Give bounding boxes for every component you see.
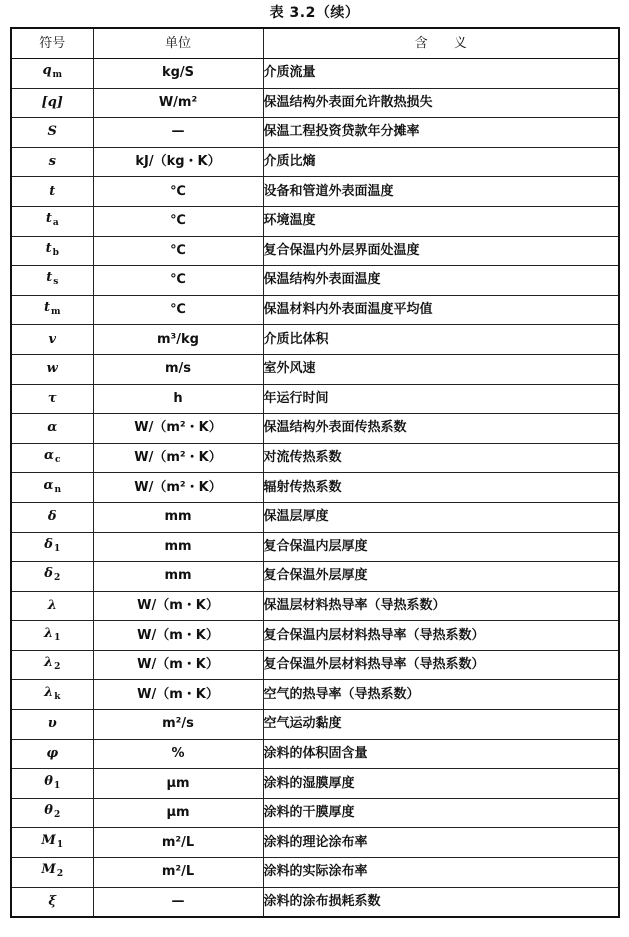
- table-header: [11, 28, 619, 59]
- symbol-cell: [11, 710, 93, 740]
- meaning-cell: 涂料的湿膜厚度: [263, 769, 619, 799]
- unit-cell: μm: [93, 769, 263, 799]
- symbol-main: S: [47, 124, 57, 140]
- meaning-cell: 室外风速: [263, 354, 619, 384]
- symbol-cell: [11, 147, 93, 177]
- unit-cell: W/（m・K）: [93, 650, 263, 680]
- symbol-main: α: [44, 448, 55, 464]
- symbol-subscript: a: [52, 218, 59, 229]
- symbol-cell: [11, 118, 93, 148]
- symbol-main: θ: [44, 773, 53, 789]
- table-row: [11, 325, 619, 355]
- symbol-main: w: [46, 361, 58, 377]
- meaning-cell: 保温材料内外表面温度平均值: [263, 295, 619, 325]
- table-row: [11, 710, 619, 740]
- table-row: [11, 354, 619, 384]
- table-row: [11, 266, 619, 296]
- unit-cell: W/（m²・K）: [93, 443, 263, 473]
- symbol-cell: [11, 59, 93, 89]
- symbol-cell: [11, 591, 93, 621]
- symbol-cell: [11, 443, 93, 473]
- symbol-cell: [11, 828, 93, 858]
- meaning-cell: 复合保温内外层界面处温度: [263, 236, 619, 266]
- symbol-subscript: 1: [56, 839, 64, 850]
- symbol-cell: [11, 562, 93, 592]
- meaning-cell: 保温层材料热导率（导热系数）: [263, 591, 619, 621]
- table-row: [11, 739, 619, 769]
- table-row: [11, 680, 619, 710]
- symbol-main: λ: [47, 597, 57, 613]
- table-row: [11, 858, 619, 888]
- symbol-main: τ: [47, 390, 57, 406]
- table-row: [11, 828, 619, 858]
- table-row: [11, 650, 619, 680]
- unit-cell: W/m²: [93, 88, 263, 118]
- symbol-main: t: [46, 270, 53, 286]
- table-row: [11, 88, 619, 118]
- table-row: [11, 384, 619, 414]
- table-body: [11, 59, 619, 918]
- table-row: [11, 532, 619, 562]
- table-row: [11, 414, 619, 444]
- unit-cell: m/s: [93, 354, 263, 384]
- meaning-cell: 空气的热导率（导热系数）: [263, 680, 619, 710]
- table-title: 表 3.2（续）: [269, 5, 360, 21]
- unit-cell: kg/S: [93, 59, 263, 89]
- meaning-cell: 环境温度: [263, 206, 619, 236]
- unit-cell: W/（m・K）: [93, 680, 263, 710]
- unit-cell: m²/L: [93, 858, 263, 888]
- meaning-cell: 涂料的体积固含量: [263, 739, 619, 769]
- table-row: [11, 502, 619, 532]
- meaning-cell: 复合保温内层厚度: [263, 532, 619, 562]
- table-row: [11, 177, 619, 207]
- symbol-cell: [11, 177, 93, 207]
- symbol-subscript: 1: [53, 780, 61, 791]
- symbols-table: [10, 27, 620, 918]
- symbol-cell: [11, 532, 93, 562]
- unit-cell: %: [93, 739, 263, 769]
- unit-cell: W/（m・K）: [93, 621, 263, 651]
- symbol-subscript: n: [54, 484, 62, 495]
- table-row: [11, 473, 619, 503]
- symbol-subscript: b: [52, 247, 59, 258]
- symbol-cell: [11, 354, 93, 384]
- symbol-main: φ: [46, 745, 59, 761]
- symbol-main: δ: [44, 536, 53, 552]
- symbol-cell: [11, 680, 93, 710]
- unit-cell: m²/s: [93, 710, 263, 740]
- unit-cell: ℃: [93, 266, 263, 296]
- unit-cell: h: [93, 384, 263, 414]
- symbol-cell: [11, 88, 93, 118]
- unit-cell: mm: [93, 532, 263, 562]
- symbol-subscript: k: [54, 691, 61, 702]
- meaning-cell: 保温结构外表面允许散热损失: [263, 88, 619, 118]
- meaning-cell: 对流传热系数: [263, 443, 619, 473]
- symbol-cell: [11, 739, 93, 769]
- symbol-subscript: 1: [54, 632, 61, 643]
- meaning-cell: 涂料的涂布损耗系数: [263, 887, 619, 917]
- table-row: [11, 591, 619, 621]
- unit-cell: W/（m²・K）: [93, 414, 263, 444]
- table-row: [11, 798, 619, 828]
- unit-cell: kJ/（kg・K）: [93, 147, 263, 177]
- unit-cell: mm: [93, 502, 263, 532]
- symbol-main: t: [45, 240, 52, 256]
- header-symbol: 符号: [11, 28, 93, 59]
- meaning-cell: 保温层厚度: [263, 502, 619, 532]
- table-row: [11, 887, 619, 917]
- header-meaning: 含 义: [263, 28, 619, 59]
- symbol-cell: [11, 798, 93, 828]
- meaning-cell: 保温结构外表面温度: [263, 266, 619, 296]
- meaning-cell: 涂料的干膜厚度: [263, 798, 619, 828]
- table-row: [11, 59, 619, 89]
- table-row: [11, 443, 619, 473]
- symbol-cell: [11, 621, 93, 651]
- unit-cell: ℃: [93, 236, 263, 266]
- symbol-main: α: [47, 420, 58, 436]
- symbol-subscript: 2: [53, 810, 61, 821]
- meaning-cell: 空气运动黏度: [263, 710, 619, 740]
- symbol-main: M: [41, 832, 56, 848]
- unit-cell: ℃: [93, 206, 263, 236]
- table-row: [11, 118, 619, 148]
- unit-cell: μm: [93, 798, 263, 828]
- symbol-main: M: [41, 862, 56, 878]
- symbol-subscript: m: [52, 70, 63, 81]
- header-row: [11, 28, 619, 59]
- symbol-cell: [11, 236, 93, 266]
- meaning-cell: 设备和管道外表面温度: [263, 177, 619, 207]
- symbol-subscript: m: [50, 307, 61, 318]
- header-unit: 单位: [93, 28, 263, 59]
- unit-cell: W/（m²・K）: [93, 473, 263, 503]
- symbol-subscript: s: [53, 277, 59, 288]
- meaning-cell: 复合保温外层材料热导率（导热系数）: [263, 650, 619, 680]
- symbol-cell: [11, 266, 93, 296]
- symbol-subscript: c: [55, 455, 61, 466]
- unit-cell: m²/L: [93, 828, 263, 858]
- symbol-cell: [11, 887, 93, 917]
- meaning-cell: 涂料的实际涂布率: [263, 858, 619, 888]
- unit-cell: —: [93, 887, 263, 917]
- meaning-cell: 辐射传热系数: [263, 473, 619, 503]
- symbol-cell: [11, 384, 93, 414]
- symbol-main: υ: [47, 716, 57, 732]
- unit-cell: ℃: [93, 177, 263, 207]
- symbol-cell: [11, 414, 93, 444]
- symbol-main: α: [43, 477, 54, 493]
- table-row: [11, 236, 619, 266]
- table-row: [11, 562, 619, 592]
- meaning-cell: 介质比熵: [263, 147, 619, 177]
- meaning-cell: 复合保温外层厚度: [263, 562, 619, 592]
- symbol-main: δ: [44, 566, 53, 582]
- symbol-main: v: [48, 331, 57, 347]
- meaning-cell: 介质流量: [263, 59, 619, 89]
- symbol-cell: [11, 206, 93, 236]
- symbol-main: λ: [44, 625, 54, 641]
- symbol-cell: [11, 502, 93, 532]
- table-row: [11, 147, 619, 177]
- symbol-main: ξ: [48, 893, 57, 909]
- symbol-main: s: [48, 154, 56, 170]
- symbol-cell: [11, 650, 93, 680]
- table-row: [11, 295, 619, 325]
- symbol-main: q: [42, 63, 52, 79]
- table-row: [11, 769, 619, 799]
- symbol-subscript: 2: [56, 869, 64, 880]
- symbol-subscript: 2: [53, 573, 61, 584]
- meaning-cell: 年运行时间: [263, 384, 619, 414]
- symbol-subscript: 1: [53, 543, 61, 554]
- symbol-main: λ: [44, 655, 54, 671]
- unit-cell: W/（m・K）: [93, 591, 263, 621]
- meaning-cell: 介质比体积: [263, 325, 619, 355]
- symbol-main: λ: [44, 684, 54, 700]
- unit-cell: ℃: [93, 295, 263, 325]
- table-row: [11, 621, 619, 651]
- symbol-main: t: [49, 183, 56, 199]
- meaning-cell: 保温工程投资贷款年分摊率: [263, 118, 619, 148]
- meaning-cell: 保温结构外表面传热系数: [263, 414, 619, 444]
- meaning-cell: 涂料的理论涂布率: [263, 828, 619, 858]
- unit-cell: m³/kg: [93, 325, 263, 355]
- symbol-main: t: [43, 300, 50, 316]
- unit-cell: mm: [93, 562, 263, 592]
- symbol-main: [q]: [41, 94, 63, 110]
- symbol-cell: [11, 325, 93, 355]
- meaning-cell: 复合保温内层材料热导率（导热系数）: [263, 621, 619, 651]
- symbol-main: θ: [44, 803, 53, 819]
- symbol-cell: [11, 473, 93, 503]
- unit-cell: —: [93, 118, 263, 148]
- symbol-main: δ: [47, 509, 57, 525]
- symbol-cell: [11, 858, 93, 888]
- symbol-main: t: [45, 211, 52, 227]
- symbol-cell: [11, 295, 93, 325]
- table-row: [11, 206, 619, 236]
- symbol-cell: [11, 769, 93, 799]
- symbol-subscript: 2: [54, 662, 61, 673]
